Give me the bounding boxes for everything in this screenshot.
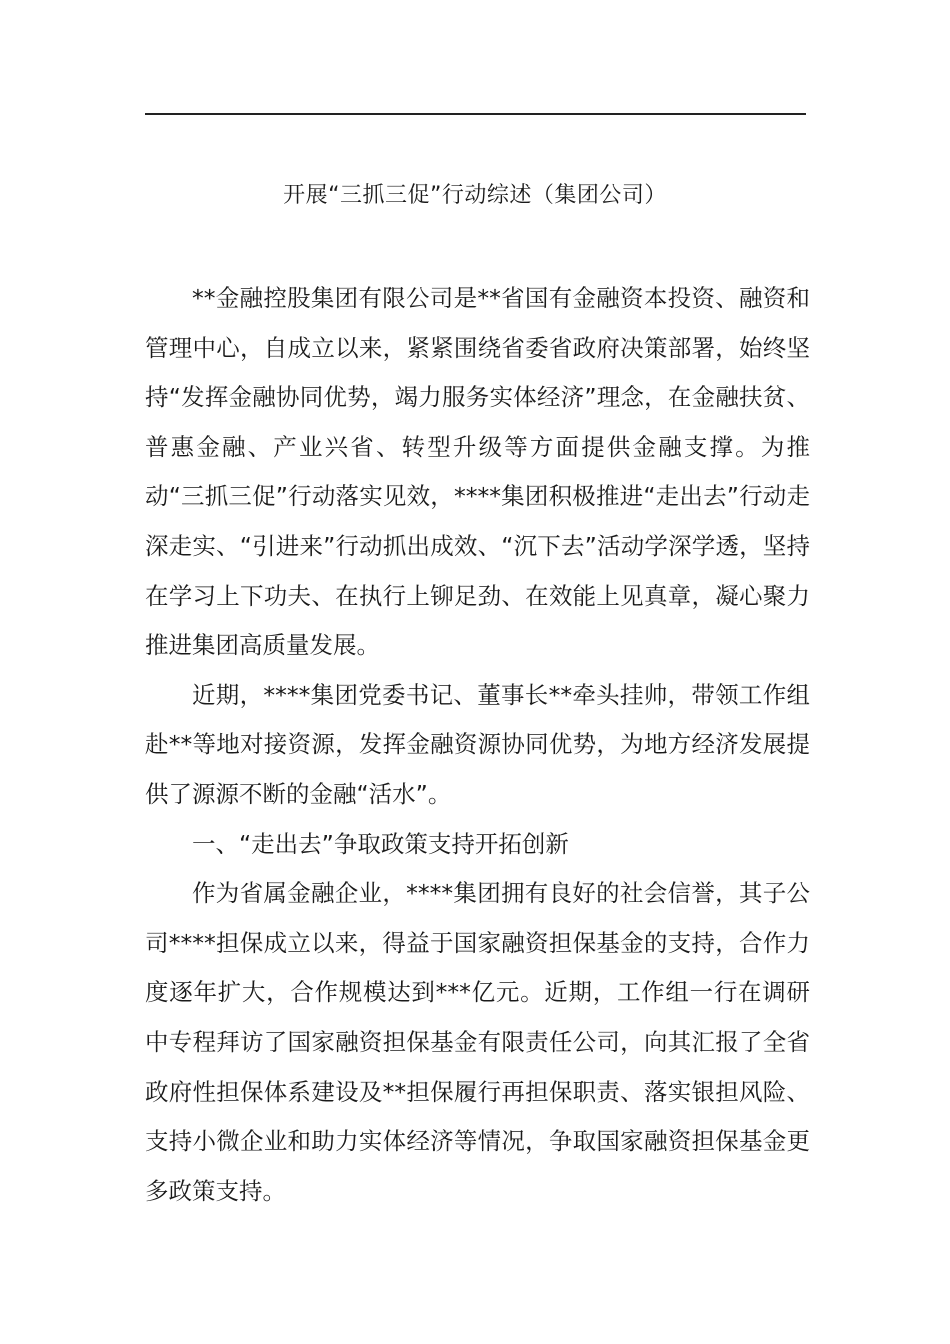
paragraph-intro: **金融控股集团有限公司是**省国有金融资本投资、融资和管理中心，自成立以来，紧紧围绕省委省政府决策部署，始终坚持“发挥金融协同优势，竭力服务实体经济”理念，在金融扶贫、普惠金融、产业兴省、转型升级等方面提供金融支撑。为推动“三抓三促”行动落实见效，****集团积极推进“走出去”行动走深走实、“引进来”行动抓出成效、“沉下去”活动学深学透，坚持在学习上下功夫、在执行上铆足劲、在效能上见真章，凝心聚力推进集团高质量发展。	[145, 284, 810, 660]
document-body	[145, 274, 810, 1216]
section-heading-1: 一、“走出去”争取政策支持开拓创新	[192, 829, 569, 858]
paragraph-recent: 近期，****集团党委书记、董事长**牵头挂帅，带领工作组赴**等地对接资源，发挥金融资源协同优势，为地方经济发展提供了源源不断的金融“活水”。	[145, 680, 810, 808]
header-rule	[145, 113, 806, 115]
document-title: 开展“三抓三促”行动综述（集团公司）	[283, 183, 667, 208]
paragraph-section-1: 作为省属金融企业，****集团拥有良好的社会信誉，其子公司****担保成立以来，得益于国家融资担保基金的支持，合作力度逐年扩大，合作规模达到***亿元。近期，工作组一行在调研中专程拜访了国家融资担保基金有限责任公司，向其汇报了全省政府性担保体系建设及**担保履行再担保职责、落实银担风险、支持小微企业和助力实体经济等情况，争取国家融资担保基金更多政策支持。	[145, 879, 810, 1205]
